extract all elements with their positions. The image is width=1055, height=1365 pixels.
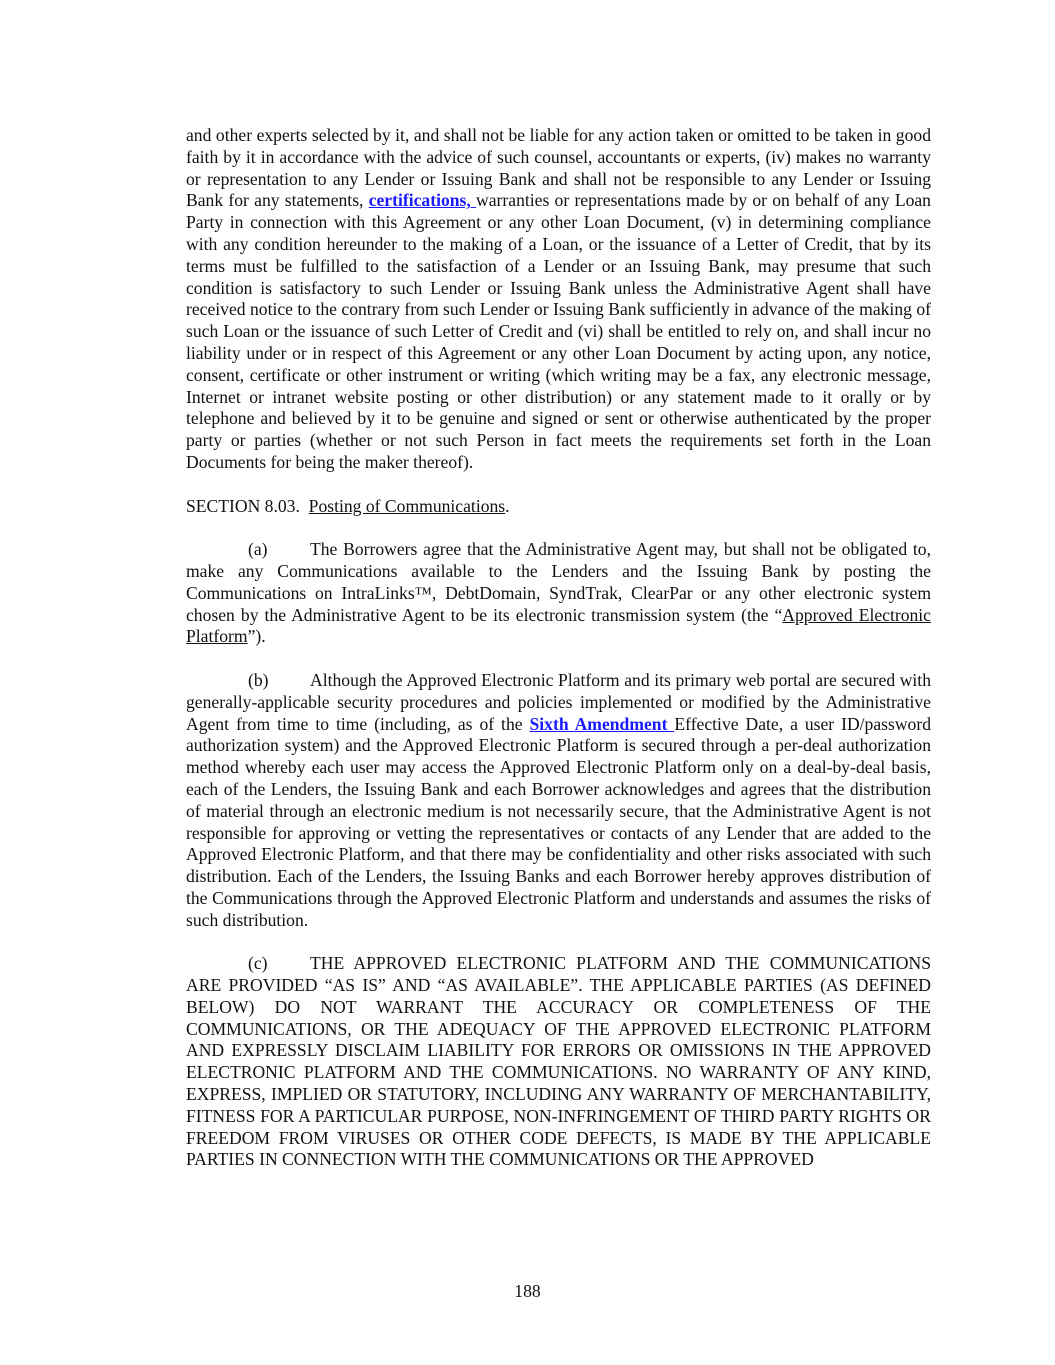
defined-term-approved-electronic-platform: Approved Electronic Platform [186,604,931,647]
page-number: 188 [514,1281,541,1301]
paragraph-spacer [186,648,931,670]
continuation-text-end: warranties or representations made by or on behalf of any Loan Party in connection with this Agreement or any other Loan Document, (v) in determining compliance with any condition hereunder to the making of a Loan, or the issuance of a Letter of Credit, that by its terms must be fulfilled to the satisfaction of a Lender or an Issuing Bank, may presume that such condition is satisfactory to such Lender or Issuing Bank unless the Administrative Agent shall have received notice to the contrary from such Lender or Issuing Bank sufficiently in advance of the making of such Loan or the issuance of such Letter of Credit and (vi) shall be entitled to rely on, and shall incur no liability under or in respect of this Agreement or any other Loan Document by acting upon, any notice, consent, certificate or other instrument or writing (which writing may be a fax, any electronic message, Internet or intranet website posting or other distribution) or any statement made to it orally or by telephone and believed by it to be genuine and signed or sent or otherwise authenticated by the proper party or parties (whether or not such Person in fact meets the requirements set forth in the Loan Documents for being the maker thereof). [186,190,931,472]
inserted-text-certifications: certifications, [368,190,477,211]
continuation-paragraph [186,125,931,474]
paragraph-c-label: (c) [248,953,268,974]
inserted-text-sixth-amendment: Sixth Amendment [529,713,675,734]
paragraph-a [186,539,931,648]
paragraph-c [186,953,931,1171]
paragraph-spacer [186,517,931,539]
document-body [186,125,931,1171]
paragraph-b-text: Although the Approved Electronic Platform and its primary web portal are secured with generally-applicable security procedures and policies implemented or modified by the Administrative Agent from time to time (including, as of the [186,669,931,734]
paragraph-a-text: The Borrowers agree that the Administrative Agent may, but shall not be obligated to, make any Communications available to the Lenders and the Issuing Bank by posting the Communications on IntraLinks™, DebtDomain, SyndTrak, ClearPar or any other electronic system chosen by the Administrative Agent to be its electronic transmission system (the “ [186,539,931,625]
paragraph-b-label: (b) [248,669,269,690]
paragraph-a-label: (a) [248,539,268,560]
section-title-period: . [505,495,510,516]
section-heading [186,496,931,518]
paragraph-b-text-end: Effective Date, a user ID/password authorization system) and the Approved Electronic Platform is secured through a per-deal authorization method whereby each user may access the Approved Electronic Platform only on a deal-by-deal basis, each of the Lenders, the Issuing Bank and each Borrower acknowledges and agrees that the distribution of material through an electronic medium is not necessarily secure, that the Administrative Agent is not responsible for approving or vetting the representatives or contacts of any Lender that are added to the Approved Electronic Platform, and that there may be confidentiality and other risks associated with such distribution. Each of the Lenders, the Issuing Banks and each Borrower hereby approves distribution of the Communications through the Approved Electronic Platform and understands and assumes the risks of such distribution. [186,713,931,930]
section-title: Posting of Communications [308,495,506,516]
paragraph-spacer [186,474,931,496]
paragraph-b [186,670,931,932]
paragraph-a-text-end: ”). [247,626,266,647]
section-number: SECTION 8.03. [186,495,300,516]
paragraph-c-text: THE APPROVED ELECTRONIC PLATFORM AND THE COMMUNICATIONS ARE PROVIDED “AS IS” AND “AS AVAILABLE”. THE APPLICABLE PARTIES (AS DEFINED BELOW) DO NOT WARRANT THE ACCURACY OR COMPLETENESS OF THE COMMUNICATIONS, OR THE ADEQUACY OF THE APPROVED ELECTRONIC PLATFORM AND EXPRESSLY DISCLAIM LIABILITY FOR ERRORS OR OMISSIONS IN THE APPROVED ELECTRONIC PLATFORM AND THE COMMUNICATIONS. NO WARRANTY OF ANY KIND, EXPRESS, IMPLIED OR STATUTORY, INCLUDING ANY WARRANTY OF MERCHANTABILITY, FITNESS FOR A PARTICULAR PURPOSE, NON-INFRINGEMENT OF THIRD PARTY RIGHTS OR FREEDOM FROM VIRUSES OR OTHER CODE DEFECTS, IS MADE BY THE APPLICABLE PARTIES IN CONNECTION WITH THE COMMUNICATIONS OR THE APPROVED [186,953,931,1170]
continuation-text-start: and other experts selected by it, and shall not be liable for any action taken or omitted to be taken in good faith by it in accordance with the advice of such counsel, accountants or experts, (iv) makes no warranty or representation to any Lender or Issuing Bank and shall not be responsible to any Lender or Issuing Bank for any statements, [186,125,931,211]
paragraph-spacer [186,931,931,953]
